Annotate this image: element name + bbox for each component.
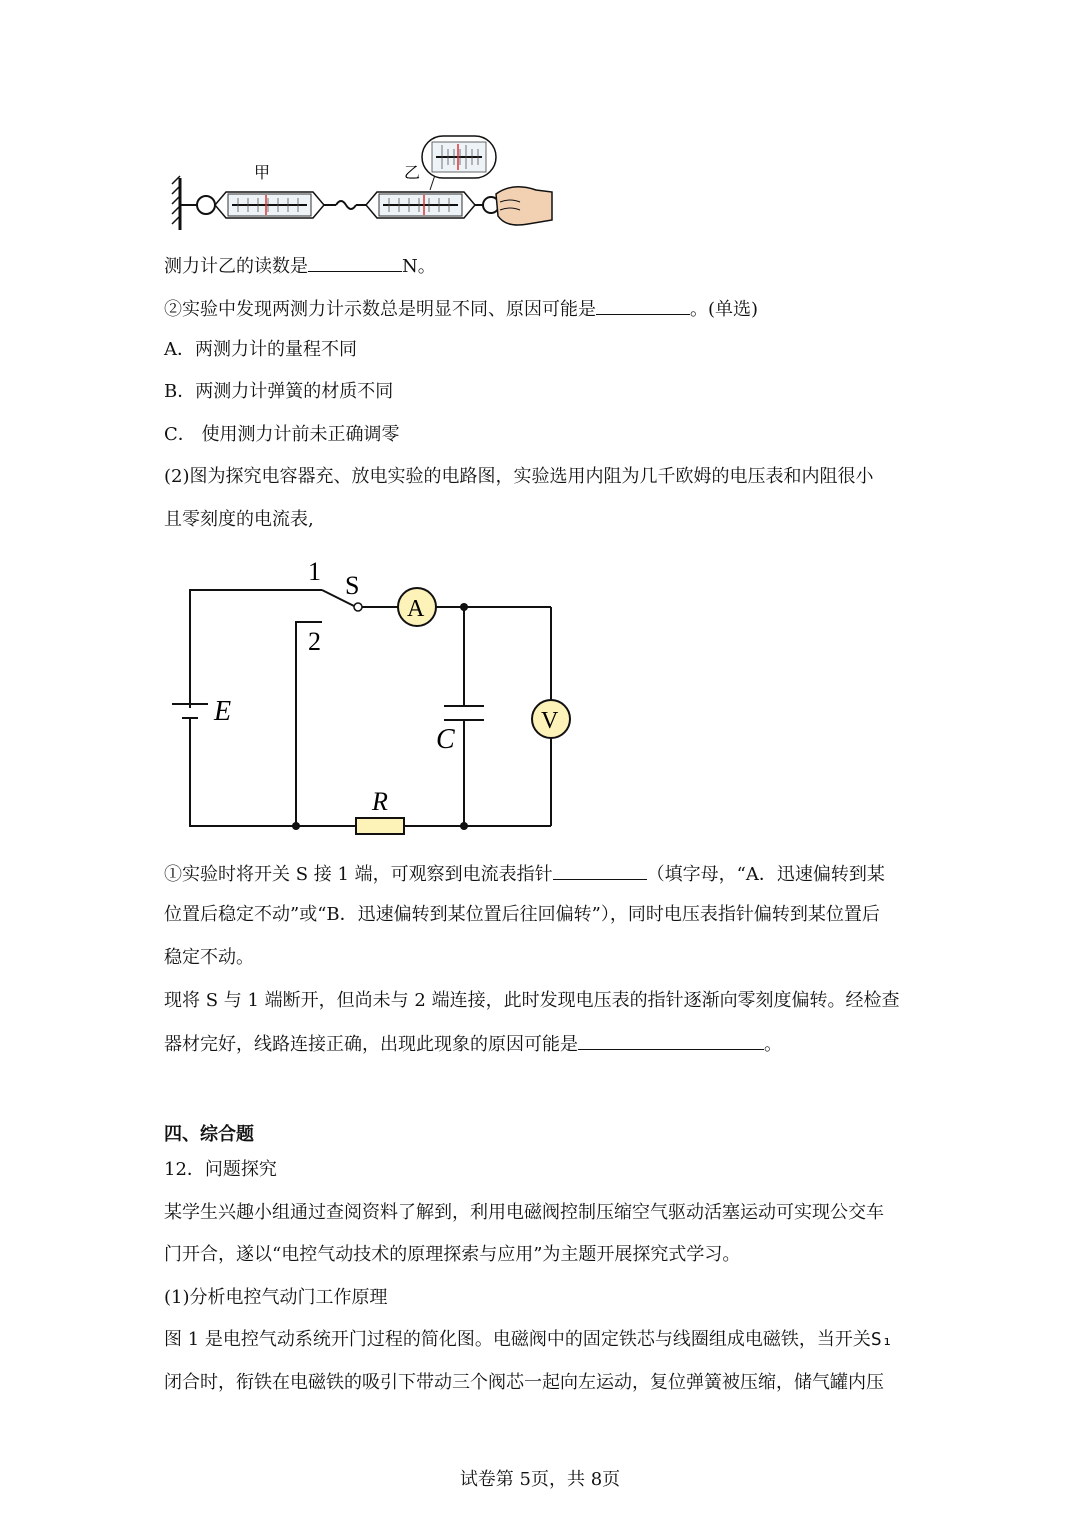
q12-p2: 门开合，遂以“电控气动技术的原理探索与应用”为主题开展探究式学习。 — [164, 1244, 741, 1265]
hand-icon — [496, 187, 552, 225]
section-heading: 四、综合题 — [164, 1124, 254, 1145]
capacitor-circuit-diagram — [160, 556, 580, 846]
option-a: A．两测力计的量程不同 — [164, 339, 357, 360]
question-12-title: 12．问题探究 — [164, 1159, 277, 1180]
q2-s5-line — [164, 1031, 782, 1057]
magnifier-callout — [422, 136, 496, 190]
q1-reading-text: 测力计乙的读数是 — [164, 256, 308, 277]
answer-blank[interactable] — [553, 861, 647, 880]
q12-p3: (1)分析电控气动门工作原理 — [164, 1287, 388, 1308]
voltmeter-label: V — [541, 708, 559, 734]
junction-dot — [460, 822, 468, 830]
label-yi: 乙 — [404, 165, 421, 182]
answer-blank[interactable] — [578, 1031, 764, 1050]
balance-yi — [366, 192, 475, 218]
label-jia: 甲 — [254, 165, 271, 182]
q2-s2-line: 位置后稳定不动”或“B．迅速偏转到某位置后往回偏转”），同时电压表指针偏转到某位置后 — [164, 904, 880, 925]
q1-reading-line — [164, 253, 436, 279]
balance-jia — [215, 192, 324, 218]
resistor-label: R — [372, 787, 388, 816]
q12-p5: 闭合时，衔铁在电磁铁的吸引下带动三个阀芯一起向左运动，复位弹簧被压缩，储气罐内压 — [164, 1372, 884, 1393]
page-footer: 试卷第 5页，共 8页 — [459, 1469, 621, 1490]
junction-dot — [292, 822, 300, 830]
q2-s5-text: 器材完好，线路连接正确，出现此现象的原因可能是 — [164, 1034, 578, 1055]
unit-text: N。 — [402, 256, 436, 277]
switch-pivot — [354, 603, 362, 611]
q12-p1: 某学生兴趣小组通过查阅资料了解到，利用电磁阀控制压缩空气驱动活塞运动可实现公交车 — [164, 1202, 884, 1223]
q2-s3-line: 稳定不动。 — [164, 947, 254, 968]
ammeter-label: A — [407, 596, 425, 622]
q12-p4 — [164, 1328, 893, 1352]
answer-blank[interactable] — [596, 296, 690, 315]
single-choice-note: 。(单选) — [690, 299, 759, 320]
switch-s1-symbol: S₁ — [870, 1329, 893, 1350]
q2-s4-line: 现将 S 与 1 端断开，但尚未与 2 端连接，此时发现电压表的指针逐渐向零刻度偏转。经检查 — [164, 990, 900, 1011]
q1-reason-text: ②实验中发现两测力计示数总是明显不同、原因可能是 — [164, 299, 596, 320]
contact-1-label: 1 — [308, 557, 321, 586]
q2-s1-line — [164, 861, 885, 887]
q2-intro-line2: 且零刻度的电流表, — [164, 509, 314, 530]
q2-s5-tail: 。 — [764, 1034, 782, 1055]
option-b: B．两测力计弹簧的材质不同 — [164, 381, 394, 402]
resistor-r — [356, 818, 404, 834]
switch-label: S — [345, 571, 360, 600]
capacitor-label: C — [436, 724, 455, 755]
contact-2-label: 2 — [308, 627, 321, 656]
battery-label: E — [214, 696, 232, 727]
q2-s1-tail: （填字母，“A．迅速偏转到某 — [646, 864, 885, 885]
q2-intro-line1: (2)图为探究电容器充、放电实验的电路图，实验选用内阻为几千欧姆的电压表和内阻很小 — [164, 466, 874, 487]
spring-balance-figure — [168, 132, 558, 234]
q1-reason-line — [164, 296, 758, 322]
option-c: C． 使用测力计前未正确调零 — [164, 424, 400, 445]
q12-p4-text: 图 1 是电控气动系统开门过程的简化图。电磁阀中的固定铁芯与线圈组成电磁铁，当开关 — [164, 1329, 871, 1350]
q2-s1-text: ①实验时将开关 S 接 1 端，可观察到电流表指针 — [164, 864, 553, 885]
answer-blank[interactable] — [308, 253, 402, 272]
junction-dot — [460, 603, 468, 611]
